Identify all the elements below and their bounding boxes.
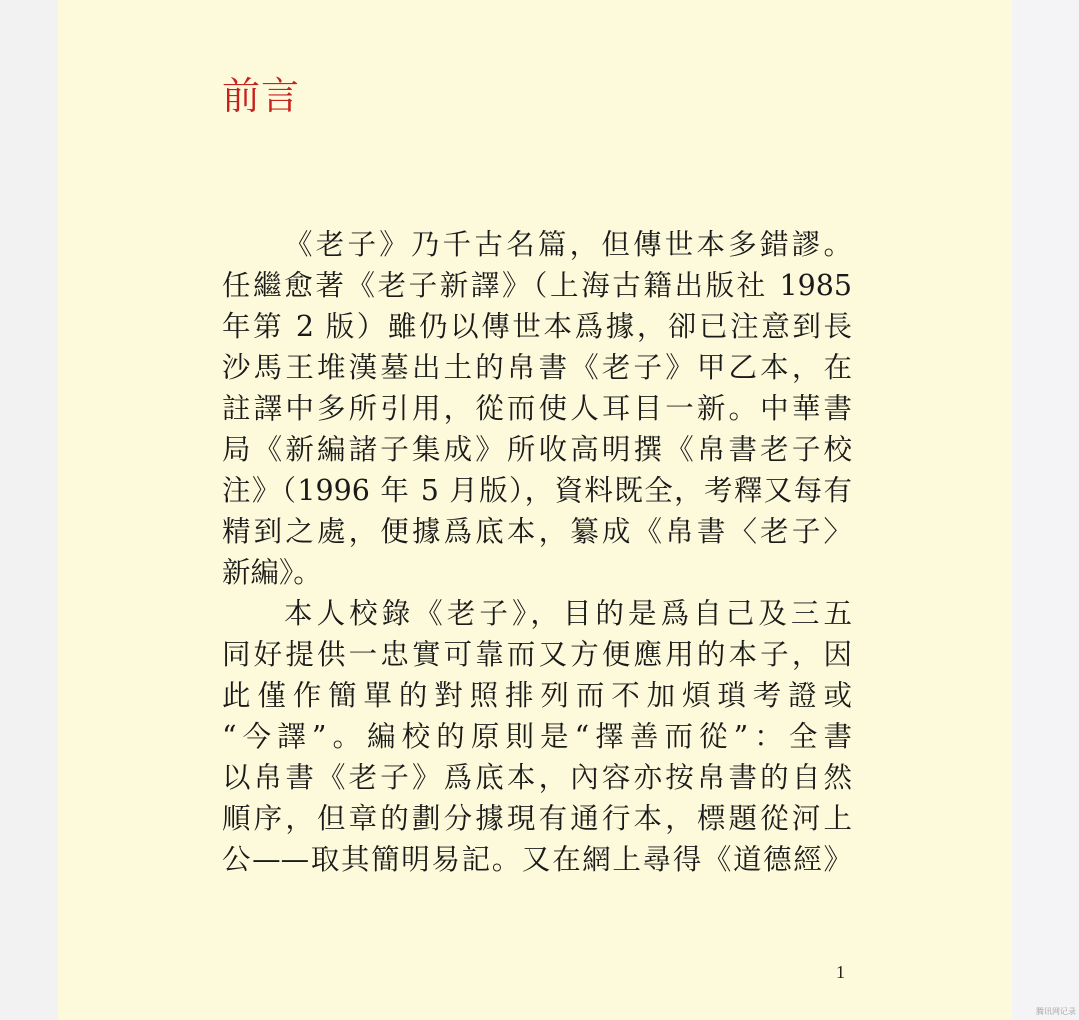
text-line: 順序，但章的劃分據現有通行本，標題從河上 (222, 802, 852, 835)
text-line: 年第 2 版）雖仍以傳世本爲據，卻已注意到長 (222, 310, 852, 343)
page-number: 1 (836, 962, 845, 982)
text-line: 此僅作簡單的對照排列而不加煩瑣考證或 (222, 679, 852, 712)
text-line: 局《新編諸子集成》所收高明撰《帛書老子校 (222, 433, 852, 466)
text-line: 任繼愈著《老子新譯》（上海古籍出版社 1985 (222, 269, 852, 302)
text-line: 注》（1996 年 5 月版），資料既全，考釋又每有 (222, 474, 852, 507)
watermark-logo: 腾讯网记录 (1036, 1007, 1076, 1016)
viewer-side-margin (1012, 0, 1079, 1020)
text-line: 同好提供一忠實可靠而又方便應用的本子，因 (222, 638, 852, 671)
text-line: 公——取其簡明易記。又在網上尋得《道德經》 (222, 843, 852, 876)
text-line: “今譯”。編校的原則是“擇善而從”：全書 (222, 720, 852, 753)
text-line: 精到之處，便據爲底本，纂成《帛書〈老子〉 (222, 515, 852, 548)
page-title: 前言 (222, 74, 301, 118)
text-line: 註譯中多所引用，從而使人耳目一新。中華書 (222, 392, 852, 425)
text-line: 以帛書《老子》爲底本，內容亦按帛書的自然 (222, 761, 852, 794)
body-text (222, 224, 852, 880)
text-line: 本人校錄《老子》，目的是爲自己及三五 (284, 597, 852, 630)
text-line: 沙馬王堆漢墓出土的帛書《老子》甲乙本，在 (222, 351, 852, 384)
text-line: 新編》。 (222, 556, 322, 589)
text-line: 《老子》乃千古名篇，但傳世本多錯謬。 (284, 228, 852, 261)
